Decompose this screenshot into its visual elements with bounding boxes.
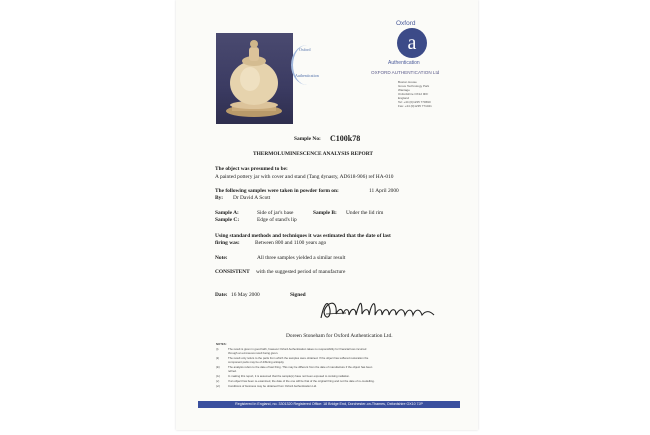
by-label: By: (215, 195, 224, 201)
date-value: 16 May 2000 (231, 292, 260, 298)
seal-text: Authentication (295, 73, 319, 78)
note-value: All three samples yielded a similar result (257, 255, 346, 261)
certificate-page: Oxford Authentication Oxford a Authentication OXFORD AUTHENTICATION Ltd Boston House Grove Technology Park Wantage Oxfordshire OX12 9FF England Tel: +44 (0)1235 770690 Fax: +44 (0)1235 771021 Sample No: C100k78 THERMOLUMINESCENCE ANALYSIS REPORT The object was presumed to be: A painted pottery jar with cover and stand (Tang dynasty, AD618-906) ref HA-010 The following samples were taken in powder form on: 11 April 2000 By: Dr David A Scott Sample A: Side of jar's base Sample B: Under the lid rim Sample C: Edge of stand's lip Using standard methods and techniques it was estimated that the date of last firing was: Between 800 and 1100 years ago Note: All three samples yielded a similar result CONSISTENT with the suggested period of manufacture Date: 16 May 2000 Signed Doreen Stoneham for Oxford Authentication Ltd. NOTES: (i) The result is given in good faith, however Oxford Authentication takes no responsibility for financial loss incurred through an erroneous result being given. (ii) The result only refers to the parts from which the samples were obtained. If the object has suffered restoration the component parts may be of differing antiquity. (iii) The analysis refers to the date of last firing. This may be different from the date of manufacture if the object has been refired. (iv) In making this report, it is assumed that the sample(s) have not been exposed to ionising radiation. (v) If an object has been re-examined, the date of the one will be that of the original firing and not the date of re-modelling. (vi) Conditions of business may be obtained from Oxford Authentication Ltd. Registered in England, no. 3301320 Registered Office: 18 Bridge End, Dorchester-on-Thames, Oxfordshire OX10 7JP (176, 0, 478, 430)
logo-name-top: Oxford (396, 20, 416, 27)
consistent-label: CONSISTENT (215, 269, 250, 275)
sample-a-value: Side of jar's base (257, 210, 294, 216)
consistent-value: with the suggested period of manufacture (256, 269, 346, 275)
signatory: Doreen Stoneham for Oxford Authentication Ltd. (286, 333, 393, 339)
presumed-line: A painted pottery jar with cover and stand (Tang dynasty, AD618-906) ref HA-010 (215, 174, 394, 180)
presumed-heading: The object was presumed to be: (215, 166, 288, 172)
sample-number-label: Sample No: (294, 136, 321, 142)
conclusion-line1: Using standard methods and techniques it was estimated that the date of last (215, 233, 391, 239)
sample-number: C100k78 (330, 134, 361, 143)
company-line: OXFORD AUTHENTICATION Ltd (371, 70, 440, 75)
signed-label: Signed (290, 292, 306, 298)
sample-b-label: Sample B: (313, 210, 337, 216)
handwritten-signature (316, 292, 441, 326)
sample-b-value: Under the lid rim (346, 210, 384, 216)
firing-label: firing was: (215, 240, 240, 246)
notes-heading: NOTES: (216, 342, 227, 346)
logo-icon: a (397, 28, 427, 58)
report-title: THERMOLUMINESCENCE ANALYSIS REPORT (253, 151, 374, 157)
jar-photo (216, 33, 293, 124)
samples-date: 11 April 2000 (369, 188, 399, 194)
logo-name-bottom: Authentication (388, 60, 420, 66)
samples-heading: The following samples were taken in powder form on: (215, 188, 339, 194)
sample-c-label: Sample C: (215, 217, 240, 223)
seal-stamp (291, 45, 323, 85)
firing-value: Between 800 and 1100 years ago (255, 240, 327, 246)
sample-c-value: Edge of stand's lip (257, 217, 297, 223)
note-label: Note: (215, 255, 228, 261)
seal-text: Oxford (299, 47, 311, 52)
company-address: Boston House Grove Technology Park Wantage Oxfordshire OX12 9FF England Tel: +44 (0)1235 770690 Fax: +44 (0)1235 771021 (398, 80, 432, 108)
by-value: Dr David A Scott (233, 195, 271, 201)
sample-a-label: Sample A: (215, 210, 239, 216)
footer-registration-bar: Registered in England, no. 3301320 Registered Office: 18 Bridge End, Dorchester-on-Thames, Oxfordshire OX10 7JP (198, 401, 460, 408)
date-label: Date: (215, 292, 228, 298)
